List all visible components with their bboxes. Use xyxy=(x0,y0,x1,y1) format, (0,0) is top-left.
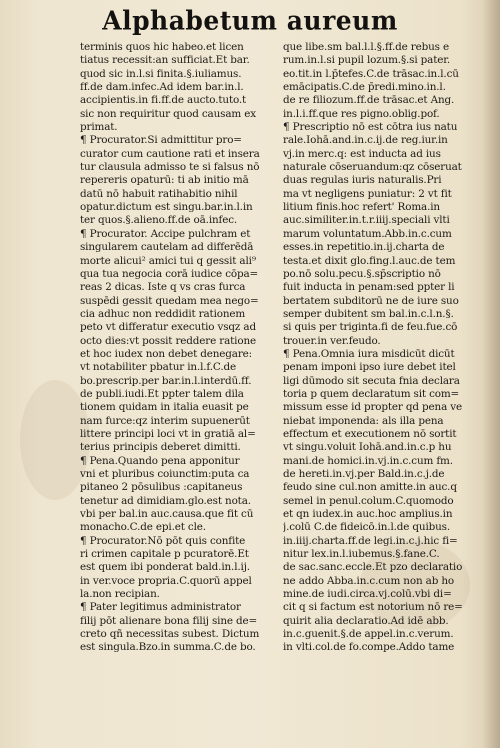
text-line: penam imponi ipso iure debet itel xyxy=(283,361,456,374)
text-line: littere principi loci vt in gratiā al= xyxy=(80,427,256,440)
text-line: auc.similiter.in.t.r.iiij.speciali vlti xyxy=(283,214,450,227)
text-line: missum esse id propter qd pena ve xyxy=(283,401,463,414)
left-text-column xyxy=(80,41,276,655)
text-line: mani.de homici.in.vj.in.c.cum fm. xyxy=(283,454,453,467)
text-line: de hereti.in.vj.per Bald.in.c.j.de xyxy=(283,468,445,480)
text-line: primat. xyxy=(80,121,118,134)
text-line: peto vt differatur executio vsqz ad xyxy=(80,321,256,334)
text-line: tionem quidam in italia euasit pe xyxy=(80,401,249,414)
text-line: nam furce:qz interim supuenerūt xyxy=(80,414,250,427)
text-line: repereris opaturū: ti ab initio mā xyxy=(80,174,249,187)
text-line: eo.tit.in l.p̄tefes.C.de trāsac.in.l.cū xyxy=(283,67,459,80)
text-line: ligi dūmodo sit secuta fnia declara xyxy=(283,374,460,387)
text-line: quirit alia declaratio.Ad idē abb. xyxy=(283,614,449,627)
text-line: duas regulas iuris naturalis.Pri xyxy=(283,174,442,187)
text-line: accipientis.in fi.ff.de aucto.tuto.t xyxy=(80,94,247,107)
text-line: effectum et executionem nō sortit xyxy=(283,427,457,440)
text-line: niebat imponenda: als illa pena xyxy=(283,414,444,427)
text-line: ¶ Pena.Omnia iura misdicūt dicūt xyxy=(283,347,455,360)
text-line: litium finis.hoc refert' Roma.in xyxy=(283,201,440,214)
text-line: po.nō solu.pecu.§.sp̄scriptio nō xyxy=(283,267,441,280)
text-line: de re filiozum.ff.de trāsac.et Ang. xyxy=(283,94,455,107)
text-line: suspēdi gessit quedam mea nego= xyxy=(80,294,259,307)
text-line: morte alicui² amici tui q gessit ali⁹ xyxy=(80,254,256,267)
text-line: in.iiij.charta.ff.de legi.in.c.j.hic fi= xyxy=(283,534,458,547)
text-line: est quem ibi ponderat bald.in.l.ij. xyxy=(80,561,250,574)
text-line: marum voluntatum.Abb.in.c.cum xyxy=(283,227,452,240)
text-line: rale.Iohā.and.in.c.ij.de reg.iur.in xyxy=(283,134,448,147)
page-edge-shadow xyxy=(482,0,500,748)
text-line: terius principis deberet dimitti. xyxy=(80,441,241,454)
text-line: vbi per bal.in auc.causa.que fit cū xyxy=(80,508,254,521)
text-line: singularem cautelam ad differēdā xyxy=(80,241,254,254)
text-line: mine.de iudi.circa.vj.colū.vbi di= xyxy=(283,588,452,601)
text-line: sic non requiritur quod causam ex xyxy=(80,107,256,120)
text-line: si quis per triginta.fi de feu.fue.cō xyxy=(283,321,458,334)
text-line: in vlti.col.de fo.compe.Addo tame xyxy=(283,641,455,654)
text-line: ma vt negligens puniatur: 2 vt fit xyxy=(283,187,452,200)
text-line: ¶ Prescriptio nō est cōtra ius natu xyxy=(283,121,458,134)
text-line: pitaneo 2 pōsulibus :capitaneus xyxy=(80,481,243,494)
running-head: Alphabetum aureum xyxy=(102,5,398,36)
text-line: la.non recipian. xyxy=(80,588,160,601)
text-line: est singula.Bzo.in summa.C.de bo. xyxy=(80,641,256,654)
text-line: tur clausula admisso te si falsus nō xyxy=(80,161,260,174)
text-line: naturale cōseruandum:qz cōseruat xyxy=(283,161,462,174)
text-line: ¶ Pena.Quando pena apponitur xyxy=(80,454,240,467)
text-line: tiatus recessit:an sufficiat.Et bar. xyxy=(80,54,250,67)
text-line: datū nō habuit ratihabitio nihil xyxy=(80,187,238,200)
text-line: semper dubitent sm bal.in.c.l.n.§. xyxy=(283,307,454,320)
text-line: esses.in repetitio.in.ij.charta de xyxy=(283,241,445,254)
text-line: vni et pluribus coiunctim:puta ca xyxy=(80,468,250,480)
text-line: emācipatis.C.de p̄redi.mino.in.l. xyxy=(283,81,446,94)
text-line: feudo sine cul.non amitte.in auc.q xyxy=(283,481,457,494)
text-line: vj.in merc.q: est inducta ad ius xyxy=(283,147,441,160)
text-line: cit q si factum est notorium nō re= xyxy=(283,601,463,614)
text-line: ¶ Procurator.Nō pōt quis confite xyxy=(80,534,246,547)
text-line: de sac.sanc.eccle.Et pzo declaratio xyxy=(283,561,463,574)
text-line: bertatem subditorū ne de iure suo xyxy=(283,294,459,307)
text-line: ff.de dam.infec.Ad idem bar.in.l. xyxy=(80,81,244,94)
text-line: et hoc iudex non debet denegare: xyxy=(80,347,253,360)
text-line: in.l.i.ff.que res pigno.oblig.pof. xyxy=(283,107,440,120)
text-line: ¶ Pater legitimus administrator xyxy=(80,601,241,614)
text-line: et qn iudex.in auc.hoc amplius.in xyxy=(283,508,453,521)
text-line: octo dies:vt possit reddere ratione xyxy=(80,334,256,347)
text-line: vt singu.voluit Iohā.and.in.c.p hu xyxy=(283,441,452,454)
text-line: ¶ Procurator.Si admittitur pro= xyxy=(80,134,242,147)
text-line: j.colū C.de fideicō.in.l.de quibus. xyxy=(283,521,451,534)
text-line: monacho.C.de epi.et cle. xyxy=(80,521,206,534)
text-line: semel in penul.colum.C.quomodo xyxy=(283,494,454,507)
text-line: qua tua negocia corā iudice cōpa= xyxy=(80,267,259,280)
text-line: fuit inducta in penam:sed ppter li xyxy=(283,281,455,294)
text-line: testa.et dixit glo.fing.l.auc.de tem xyxy=(283,254,456,267)
text-line: toria p quem declaratum sit com= xyxy=(283,387,460,400)
text-line: ¶ Procurator. Accipe pulchram et xyxy=(80,227,251,240)
text-line: in ver.voce propria.C.quorū appel xyxy=(80,574,252,587)
text-line: creto qñ necessitas subest. Dictum xyxy=(80,628,260,641)
text-line: filij pōt alienare bona filij sine de= xyxy=(80,614,258,627)
text-line: nitur lex.in.l.iubemus.§.fane.C. xyxy=(283,548,440,561)
text-line: bo.prescrip.per bar.in.l.interdū.ff. xyxy=(80,374,252,387)
text-line: in.c.guenit.§.de appel.in.c.verum. xyxy=(283,628,454,641)
text-line: cia adhuc non reddidit rationem xyxy=(80,307,246,320)
text-line: terminis quos hic habeo.et licen xyxy=(80,41,244,53)
text-line: ne addo Abba.in.c.cum non ab ho xyxy=(283,574,455,587)
text-line: ri crimen capitale p pcuratorē.Et xyxy=(80,548,249,561)
right-text-column xyxy=(283,41,483,655)
text-line: trouer.in ver.feudo. xyxy=(283,334,381,347)
text-line: curator cum cautione rati et insera xyxy=(80,147,260,160)
text-line: vt notabiliter pbatur in.l.f.C.de xyxy=(80,361,236,374)
text-line: rum.in.l.si pupil lozum.§.si pater. xyxy=(283,54,451,67)
text-line: quod sic in.l.si finita.§.iuliamus. xyxy=(80,67,242,80)
text-line: que libe.sm bal.l.l.§.ff.de rebus e xyxy=(283,41,449,53)
text-line: de publi.iudi.Et ppter talem dila xyxy=(80,387,244,400)
text-line: ter quos.§.alieno.ff.de oā.infec. xyxy=(80,214,238,227)
text-line: opatur.dictum est singu.bar.in.l.in xyxy=(80,201,253,214)
text-line: reas 2 dicas. Iste q vs cras furca xyxy=(80,281,246,294)
text-line: tenetur ad dimidiam.glo.est nota. xyxy=(80,494,251,507)
